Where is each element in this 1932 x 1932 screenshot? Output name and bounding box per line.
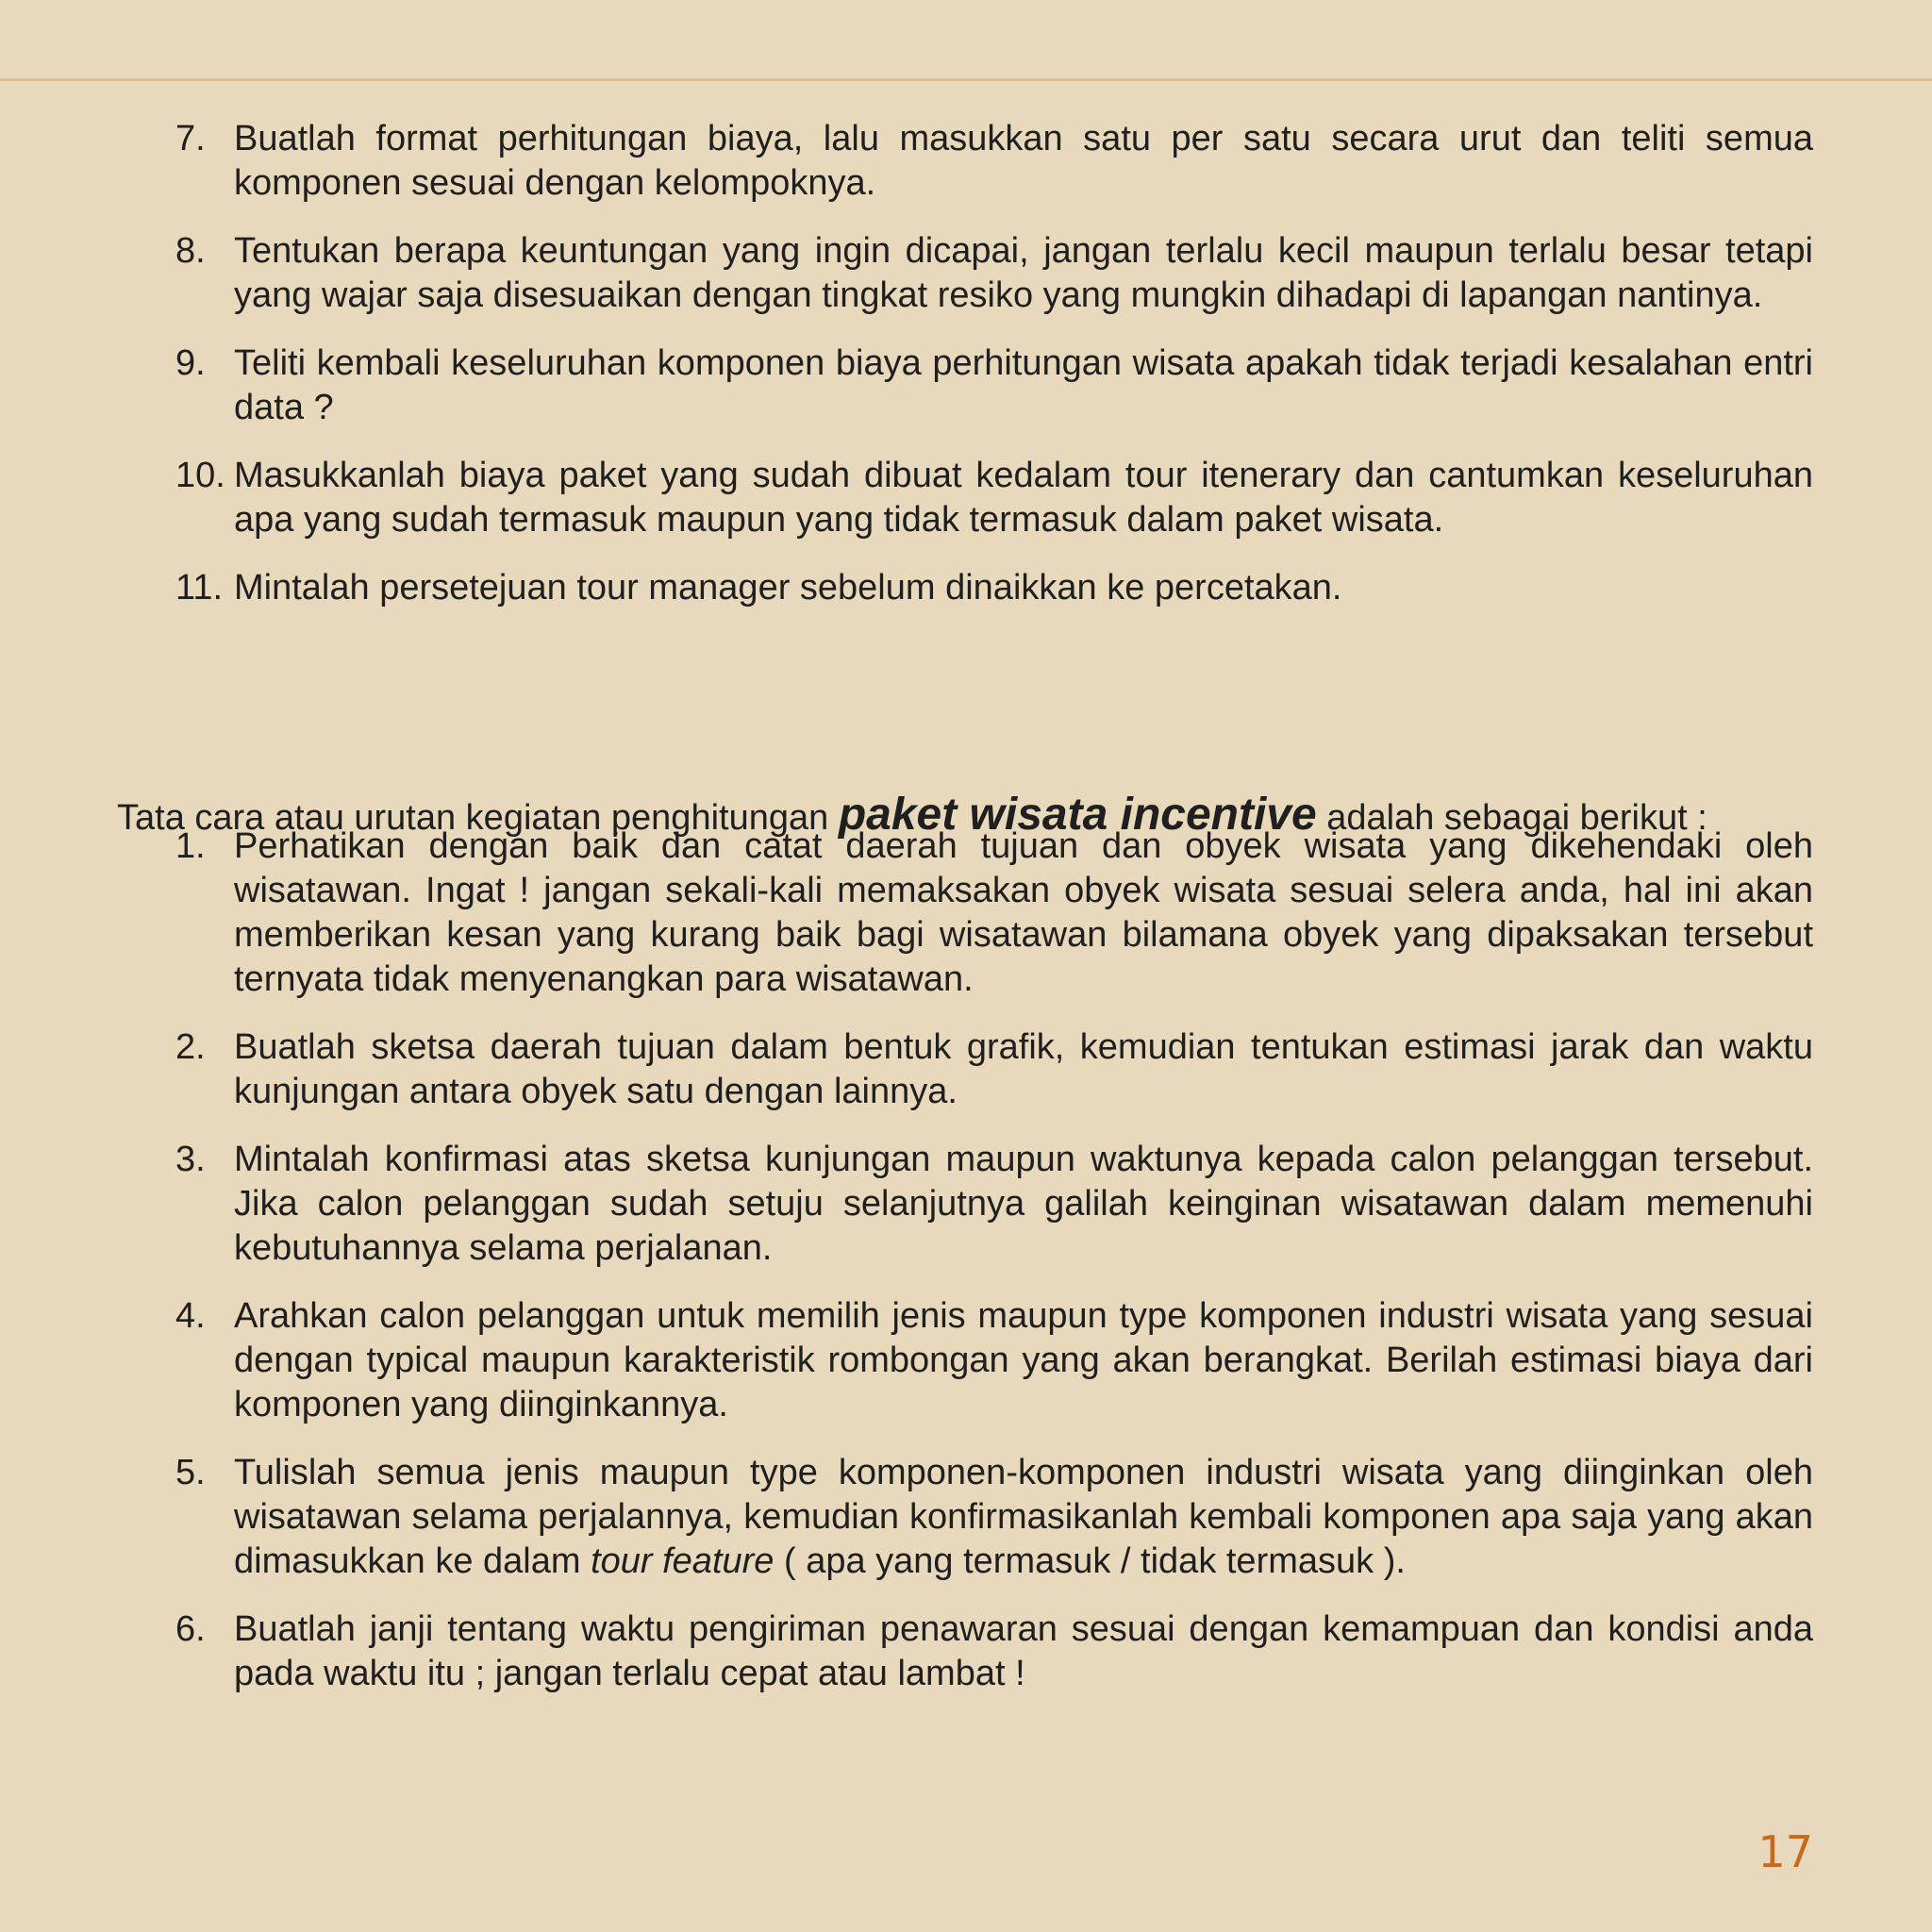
list-item — [175, 229, 1813, 318]
list-item-number: 8. — [175, 231, 206, 271]
list-item — [175, 1607, 1813, 1696]
list-item-text: Teliti kembali keseluruhan komponen biaya perhitungan wisata apakah tidak terjadi kesalahan entri data ? — [234, 343, 1813, 427]
list-item-text: Tentukan berapa keuntungan yang ingin dicapai, jangan terlalu kecil maupun terlalu besar tetapi yang wajar saja disesuaikan dengan tingkat resiko yang mungkin dihadapi di lapangan nantinya. — [234, 231, 1813, 315]
list-item-number: 6. — [175, 1609, 206, 1649]
list-item — [175, 341, 1813, 430]
intro-text-after: adalah sebagai berikut : — [1316, 798, 1707, 838]
list-item-number: 9. — [175, 343, 206, 383]
list-item-text: Mintalah konfirmasi atas sketsa kunjungan maupun waktunya kepada calon pelanggan tersebut. Jika calon pelanggan sudah setuju selanjutnya galilah keinginan wisatawan dalam memenuhi kebutuhannya selama perjalanan. — [234, 1140, 1813, 1268]
intro-text-before: Tata cara atau urutan kegiatan penghitungan — [117, 798, 839, 838]
list-item-text: Arahkan calon pelanggan untuk memilih jenis maupun type komponen industri wisata yang sesuai dengan typical maupun karakteristik rombongan yang akan berangkat. Berilah estimasi biaya dari komponen yang diinginkannya. — [234, 1296, 1813, 1424]
list-item-text: Tulislah semua jenis maupun type komponen-komponen industri wisata yang diinginkan oleh wisatawan selama perjalannya, kemudian konfirmasikanlah kembali komponen apa saja yang akan dimasukkan ke dalam — [234, 1453, 1813, 1581]
list-item-text: Buatlah sketsa daerah tujuan dalam bentuk grafik, kemudian tentukan estimasi jarak dan waktu kunjungan antara obyek satu dengan lainnya. — [234, 1027, 1813, 1111]
list-item — [175, 1451, 1813, 1584]
list-item — [175, 1138, 1813, 1271]
list-item-number: 3. — [175, 1140, 206, 1179]
list-item — [175, 1025, 1813, 1114]
page-number: 17 — [1757, 1826, 1813, 1877]
list-item-text: Buatlah format perhitungan biaya, lalu masukkan satu per satu secara urut dan teliti semua komponen sesuai dengan kelompoknya. — [234, 119, 1813, 203]
intro-emphasis: paket wisata incentive — [838, 790, 1317, 840]
list-item-text: Buatlah janji tentang waktu pengiriman penawaran sesuai dengan kemampuan dan kondisi anda pada waktu itu ; jangan terlalu cepat atau lambat ! — [234, 1609, 1813, 1693]
procedure-list-continued — [175, 117, 1813, 634]
incentive-procedure-list — [175, 824, 1813, 1720]
list-item — [175, 566, 1813, 610]
list-item — [175, 1294, 1813, 1427]
list-item-number: 4. — [175, 1296, 206, 1336]
list-item-text: Perhatikan dengan baik dan catat daerah tujuan dan obyek wisata yang dikehendaki oleh wisatawan. Ingat ! jangan sekali-kali memaksakan obyek wisata sesuai selera anda, hal ini akan memberikan kesan yang kurang baik bagi wisatawan bilamana obyek yang dipaksakan tersebut ternyata tidak menyenangkan para wisatawan. — [234, 826, 1813, 999]
list-item-number: 5. — [175, 1453, 206, 1492]
list-item — [175, 454, 1813, 542]
list-item-number: 11. — [175, 568, 224, 608]
list-item — [175, 824, 1813, 1002]
list-item-number: 1. — [175, 826, 206, 866]
list-item-text-end: ( apa yang termasuk / tidak termasuk ). — [774, 1541, 1406, 1581]
list-item-italic-term: tour feature — [591, 1541, 774, 1581]
list-item — [175, 117, 1813, 206]
list-item-number: 2. — [175, 1027, 206, 1067]
list-item-text: Mintalah persetejuan tour manager sebelum dinaikkan ke percetakan. — [234, 568, 1342, 608]
list-item-number: 10. — [175, 456, 225, 495]
header-rule — [0, 78, 1932, 81]
list-item-number: 7. — [175, 119, 206, 158]
list-item-text: Masukkanlah biaya paket yang sudah dibuat kedalam tour itenerary dan cantumkan keseluruhan apa yang sudah termasuk maupun yang tidak termasuk dalam paket wisata. — [234, 456, 1813, 540]
